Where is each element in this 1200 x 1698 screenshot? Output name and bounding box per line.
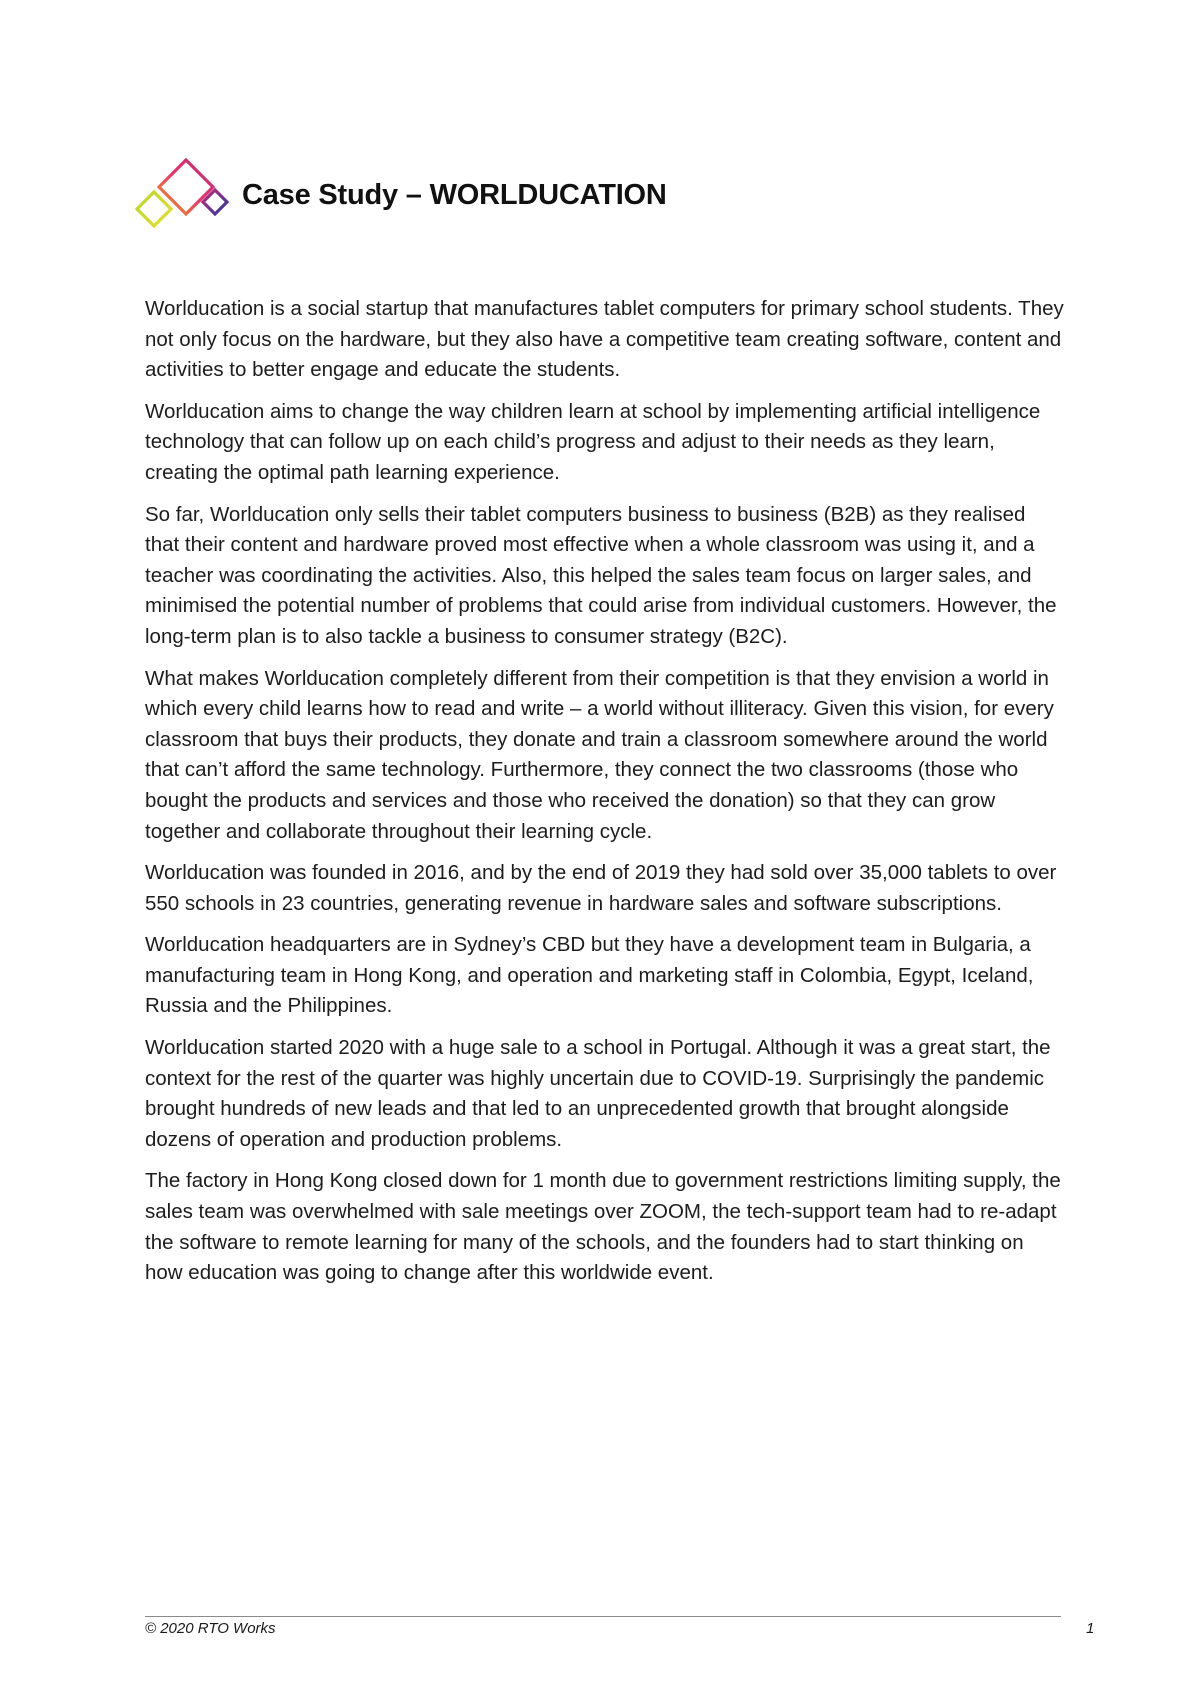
paragraph: Worlducation was founded in 2016, and by the end of 2019 they had sold over 35,000 tablets to over 550 schools in 23 countries, generating revenue in hardware sales and software subscriptions. <box>145 861 1057 915</box>
paragraph: Worlducation aims to change the way children learn at school by implementing artificial intelligence technology that can follow up on each child’s progress and adjust to their needs as they learn, creating the optimal path learning experience. <box>145 399 1041 484</box>
paragraph: Worlducation is a social startup that manufactures tablet computers for primary school students. They not only focus on the hardware, but they also have a competitive team creating software, content and activities to better engage and educate the students. <box>145 297 1064 382</box>
paragraph: So far, Worlducation only sells their tablet computers business to business (B2B) as they realised that their content and hardware proved most effective when a whole classroom was using it, and a teacher was coordinating the activities. Also, this helped the sales team focus on larger sales, and minimised the potential number of problems that could arise from individual customers. However, the long-term plan is to also tackle a business to consumer strategy (B2C). <box>145 502 1057 648</box>
paragraph: What makes Worlducation completely different from their competition is that they envision a world in which every child learns how to read and write – a world without illiteracy. Given this vision, for every classroom that buys their products, they donate and train a classroom somewhere around the world that can’t afford the same technology. Furthermore, they connect the two classrooms (those who bought the products and services and those who received the donation) so that they can grow together and collaborate throughout their learning cycle. <box>145 666 1054 843</box>
case-study-body <box>145 294 1065 1300</box>
paragraph: The factory in Hong Kong closed down for 1 month due to government restrictions limiting supply, the sales team was overwhelmed with sale meetings over ZOOM, the tech-support team had to re-adapt the software to remote learning for many of the schools, and the founders had to start thinking on how education was going to change after this worldwide event. <box>145 1169 1061 1285</box>
footer-copyright: © 2020 RTO Works <box>145 1620 276 1637</box>
document-header <box>134 158 667 232</box>
footer-divider <box>145 1616 1061 1617</box>
page-title: Case Study – WORLDUCATION <box>242 178 667 211</box>
paragraph: Worlducation started 2020 with a huge sale to a school in Portugal. Although it was a great start, the context for the rest of the quarter was highly uncertain due to COVID-19. Surprisingly the pandemic brought hundreds of new leads and that led to an unprecedented growth that brought alongside dozens of operation and production problems. <box>145 1036 1051 1151</box>
footer-page-number: 1 <box>1086 1620 1095 1637</box>
worlducation-logo-icon <box>134 158 232 232</box>
paragraph: Worlducation headquarters are in Sydney’s CBD but they have a development team in Bulgaria, a manufacturing team in Hong Kong, and operation and marketing staff in Colombia, Egypt, Iceland, Russia and the Philippines. <box>145 933 1034 1018</box>
